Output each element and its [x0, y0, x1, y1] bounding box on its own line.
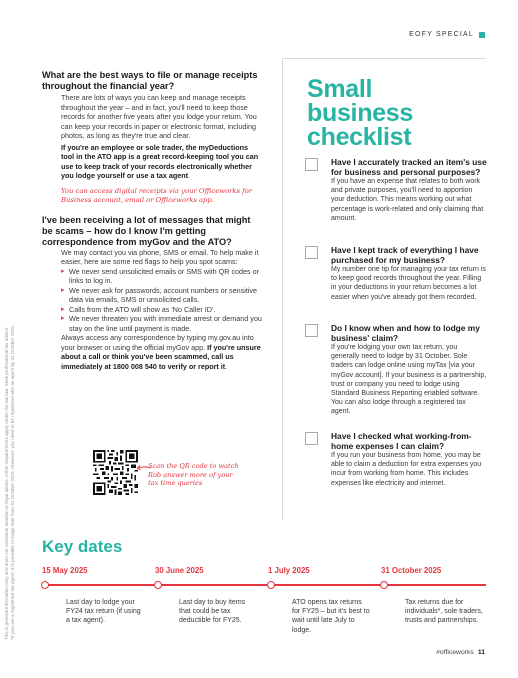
receipts-bold-para: If you're an employee or sole trader, the myDeductions tool in the ATO app is a great record-keeping tool you can use to keep track of your records electronically whether you lodge yourself or use a tax agent. — [61, 142, 259, 180]
checklist-item: Have I checked what working-from-home expenses I can claim? If you run your business from home, you may be able to claim a deduction for extra expenses you incur from working from home. This includes expenses like electricity and internet. — [305, 431, 487, 488]
list-item: ▸ We never send unsolicited emails or SMS with QR codes or links to log in. — [61, 267, 262, 286]
small-business-checklist — [282, 58, 486, 520]
key-dates-title: Key dates — [42, 537, 123, 556]
receipts-handwritten-note: You can access digital receipts via your Officeworks for Business account, email or Officeworks app. — [61, 186, 253, 204]
left-column — [42, 70, 262, 371]
teal-square-icon — [479, 32, 485, 38]
timeline-dot — [267, 581, 275, 589]
checkbox[interactable] — [305, 432, 318, 445]
checkbox[interactable] — [305, 158, 318, 171]
question-receipts: What are the best ways to file or manage receipts throughout the financial year? — [42, 70, 258, 91]
list-item: ▸ We never threaten you with immediate arrest or demand you stay on the line until payment is made. — [61, 314, 262, 333]
checklist-item: Have I accurately tracked an item's use for business and personal purposes? If you have an expense that relates to both work and private purposes, you'll need to apportion your deduction. This means working out what percentage is work-related and only claiming that amount. — [305, 157, 487, 223]
key-date-label: 30 June 2025 — [155, 566, 204, 575]
key-date-description: Last day to lodge your FY24 tax return (if using a tax agent). — [66, 599, 141, 625]
checklist-item: Have I kept track of everything I have purchased for my business? My number one tip for managing your tax return is to keep good records throughout the year. Filling in your deductions in your return becomes a lot easier when you've already got them recorded. — [305, 245, 487, 302]
key-date-label: 15 May 2025 — [42, 566, 88, 575]
checklist-title: Small business checklist — [307, 75, 413, 151]
receipts-body: There are lots of ways you can keep and manage receipts throughout the year – and in fact, you'll need to keep those records for another five years after you lodge your return. You can keep your records in paper or electronic format, including photos, as long as they're true and clear. — [61, 93, 257, 140]
timeline-dot — [154, 581, 162, 589]
list-item: ▸ We never ask for passwords, account numbers or sensitive data via emails, SMS or unsolicited calls. — [61, 286, 262, 305]
key-date-label: 1 July 2025 — [268, 566, 310, 575]
key-date-description: Tax returns due for individuals*, sole traders, trusts and partnerships. — [405, 599, 483, 625]
disclaimer-line-2: *If you use a registered tax agent, it is possible to lodge later than 31 October 2025. However, you need to be registered with an agent by 31 October 2025. — [10, 324, 15, 640]
checklist-item: Do I know when and how to lodge my business' claim? If you're lodging your own tax return, you generally need to lodge by 31 October. Sole traders can lodge online using myTax [via your myGov account]. If your business is a partnership, trust or company you need to lodge using Standard Business Reporting enabled software. You can also lodge through a registered tax agent. — [305, 323, 487, 417]
key-dates-timeline — [42, 580, 486, 590]
brand-hashtag: #officeworks — [436, 649, 474, 656]
checkbox[interactable] — [305, 246, 318, 259]
qr-code[interactable] — [93, 450, 138, 495]
side-disclaimer — [1, 150, 23, 650]
scam-red-flags-list — [42, 267, 262, 334]
key-date-label: 31 October 2025 — [381, 566, 442, 575]
timeline-dot — [41, 581, 49, 589]
timeline-line — [42, 584, 486, 586]
disclaimer-line-1: This is general information only and does not constitute taxation or legal advice. Other requirements apply under the tax law. Seek professional tax advice. — [4, 326, 9, 640]
section-label: EOFY SPECIAL — [409, 31, 485, 38]
scams-intro: We may contact you via phone, SMS or email. To help make it easier, here are some red flags to help you spot scams: — [61, 247, 259, 266]
checkbox[interactable] — [305, 324, 318, 337]
key-date-description: Last day to buy items that could be tax deductible for FY25. — [179, 599, 246, 625]
page-footer — [436, 649, 485, 656]
scams-outro: Always access any correspondence by typing my.gov.au into your browser or using the official myGov app. If you're unsure about a call or think you've been scammed, call us immediately at 1800 008 540 to verify or report it. — [61, 333, 261, 371]
key-date-description: ATO opens tax returns for FY25 – but it's best to wait until late July to lodge. — [292, 599, 370, 634]
page-number: 11 — [477, 649, 485, 656]
timeline-dot — [380, 581, 388, 589]
list-item: ▸ Calls from the ATO will show as 'No Caller ID'. — [61, 305, 262, 315]
qr-handwritten-note: Scan the QR code to watch Rob answer more of your tax time queries — [148, 462, 239, 487]
question-scams: I've been receiving a lot of messages that might be scams – how do I know I'm getting correspondence from myGov and the ATO? — [42, 214, 251, 247]
